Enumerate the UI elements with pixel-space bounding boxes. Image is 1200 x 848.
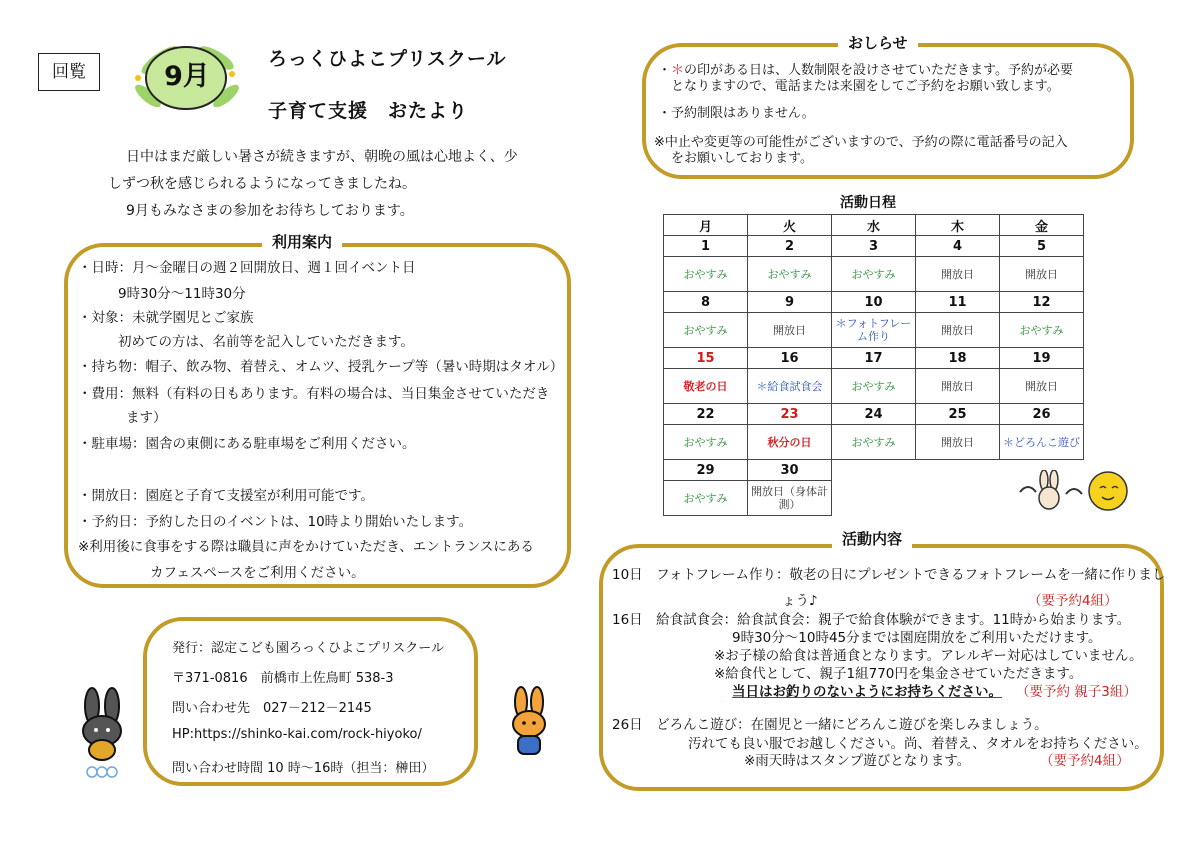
activity-lunch-tasting-line: ※給食代として、親子1組770円を集金させていただきます。 (714, 666, 1083, 682)
event-cell: 開放日 (916, 313, 1000, 348)
date-cell: 3 (832, 236, 916, 257)
event-cell: 開放日 (916, 369, 1000, 404)
schedule-title: 活動日程 (840, 195, 896, 211)
date-cell: 8 (664, 292, 748, 313)
activity-mud-play: 26日 どろんこ遊び：在園児と一緒にどろんこ遊びを楽しみましょう。 (612, 717, 1048, 733)
activity-lunch-tasting: 16日 給食試食会：給食試食会：親子で給食体験ができます。11時から始まります。 (612, 612, 1131, 628)
event-cell-measurement: 開放日（身体計 測） (748, 481, 832, 516)
date-cell: 26 (1000, 404, 1084, 425)
weekday-header: 金 (1000, 215, 1084, 236)
activity-mud-play-reservation: （要予約4組） (1040, 753, 1130, 769)
notice-line-3: ※中止や変更等の可能性がございますので、予約の際に電話番号の記入 (654, 135, 1068, 150)
guide-line: ます） (126, 410, 167, 426)
guide-line: ・対象：未就学園児とご家族 (78, 310, 254, 326)
date-cell: 19 (1000, 348, 1084, 369)
event-cell: 開放日 (1000, 369, 1084, 404)
date-cell: 29 (664, 460, 748, 481)
school-name: ろっくひよこプリスクール (268, 48, 507, 70)
notice-line-1 (658, 63, 1073, 79)
date-cell: 1 (664, 236, 748, 257)
event-cell: おやすみ (664, 425, 748, 460)
guide-line: カフェスペースをご利用ください。 (150, 565, 365, 581)
intro-line-3: 9月もみなさまの参加をお待ちしております。 (126, 203, 414, 219)
guide-line: ・予約日：予約した日のイベントは、10時より開始いたします。 (78, 514, 473, 530)
guide-line: ・持ち物：帽子、飲み物、着替え、オムツ、授乳ケープ等（暑い時期はタオル） (78, 359, 564, 375)
publisher-phone: 問い合わせ先 027－212－2145 (172, 701, 372, 716)
activity-photo-frame-reservation: （要予約4組） (1028, 593, 1118, 609)
publisher-address: 〒371-0816 前橋市上佐鳥町 538-3 (172, 671, 394, 686)
date-cell: 11 (916, 292, 1000, 313)
gray-bunny-icon (70, 686, 136, 782)
month-badge-text: 9月 (164, 61, 210, 92)
activity-mud-play-line: 汚れても良い服でお越しください。尚、着替え、タオルをお持ちください。 (688, 736, 1148, 752)
activity-lunch-tasting-line: ※お子様の給食は普通食となります。アレルギー対応はしていません。 (714, 648, 1143, 664)
guide-title: 利用案内 (262, 232, 342, 252)
notice-line-2: ・予約制限はありません。 (658, 106, 815, 121)
activity-mud-play-line: ※雨天時はスタンプ遊びとなります。 (744, 753, 971, 769)
circulation-stamp: 回覧 (38, 53, 100, 91)
event-cell: おやすみ (664, 257, 748, 292)
event-cell: 開放日 (1000, 257, 1084, 292)
event-cell-holiday: 秋分の日 (748, 425, 832, 460)
event-cell-lunch-tasting: ＊給食試食会 (748, 369, 832, 404)
date-cell-holiday: 15 (664, 348, 748, 369)
notice-line-1-cont: となりますので、電話または来園をしてご予約をお願い致します。 (671, 79, 1060, 94)
bunny-moon-icon (1016, 470, 1134, 512)
guide-line: ・開放日：園庭と子育て支援室が利用可能です。 (78, 488, 374, 504)
guide-line: ・費用：無料（有料の日もあります。有料の場合は、当日集金させていただき (78, 386, 550, 402)
activity-lunch-tasting-line: 9時30分～10時45分までは園庭開放をご利用いただけます。 (732, 630, 1102, 646)
publisher-hours: 問い合わせ時間 10 時～16時（担当：榊田） (172, 761, 435, 776)
date-cell: 12 (1000, 292, 1084, 313)
weekday-header: 月 (664, 215, 748, 236)
notice-line-1-text: の印がある日は、人数制限を設けさせていただきます。予約が必要 (684, 63, 1073, 78)
date-cell: 16 (748, 348, 832, 369)
guide-line: ・日時：月～金曜日の週２回開放日、週１回イベント日 (78, 260, 416, 276)
date-cell: 17 (832, 348, 916, 369)
activity-lunch-tasting-note: 当日はお釣りのないようにお持ちください。 (732, 684, 1002, 700)
event-cell: おやすみ (832, 369, 916, 404)
date-cell: 2 (748, 236, 832, 257)
weekday-header: 木 (916, 215, 1000, 236)
notice-title: おしらせ (838, 33, 918, 53)
weekday-header: 火 (748, 215, 832, 236)
date-cell: 10 (832, 292, 916, 313)
guide-line: ※利用後に食事をする際は職員に声をかけていただき、エントランスにある (78, 539, 534, 555)
date-cell: 22 (664, 404, 748, 425)
date-cell: 30 (748, 460, 832, 481)
event-cell: おやすみ (1000, 313, 1084, 348)
guide-line: 初めての方は、名前等を記入していただきます。 (118, 334, 414, 350)
event-cell-photo-frame: ＊フォトフレー ム作り (832, 313, 916, 348)
guide-line: ・駐車場：園舎の東側にある駐車場をご利用ください。 (78, 436, 416, 452)
event-cell-mud-play: ＊どろんこ遊び (1000, 425, 1084, 460)
event-cell: おやすみ (832, 425, 916, 460)
event-cell: おやすみ (748, 257, 832, 292)
date-cell: 25 (916, 404, 1000, 425)
event-cell-holiday: 敬老の日 (664, 369, 748, 404)
date-cell: 18 (916, 348, 1000, 369)
guide-line: 9時30分～11時30分 (118, 286, 246, 302)
intro-line-1: 日中はまだ厳しい暑さが続きますが、朝晩の風は心地よく、少 (126, 149, 518, 165)
notice-bullet: ・ (658, 63, 672, 78)
date-cell: 4 (916, 236, 1000, 257)
event-cell: おやすみ (664, 481, 748, 516)
activity-photo-frame: 10日 フォトフレーム作り：敬老の日にプレゼントできるフォトフレームを一緒に作りまし (612, 567, 1166, 583)
month-badge (130, 38, 242, 118)
reservation-star-icon: ＊ (671, 63, 685, 78)
notice-line-3-cont: をお願いしております。 (671, 151, 813, 166)
date-cell: 5 (1000, 236, 1084, 257)
weekday-header: 水 (832, 215, 916, 236)
intro-line-2: しずつ秋を感じられるようになってきましたね。 (108, 176, 416, 192)
event-cell: おやすみ (832, 257, 916, 292)
event-cell: 開放日 (916, 257, 1000, 292)
activities-title: 活動内容 (832, 529, 912, 549)
activity-lunch-tasting-reservation: （要予約 親子3組） (1016, 684, 1137, 700)
activity-photo-frame-cont: ょう♪ (782, 593, 818, 609)
event-cell: 開放日 (748, 313, 832, 348)
newsletter-title: 子育て支援 おたより (268, 100, 469, 122)
publisher-homepage-link[interactable]: HP:https://shinko-kai.com/rock-hiyoko/ (172, 727, 422, 742)
date-cell-holiday: 23 (748, 404, 832, 425)
orange-bunny-icon (504, 686, 554, 758)
date-cell: 24 (832, 404, 916, 425)
event-cell: おやすみ (664, 313, 748, 348)
event-cell: 開放日 (916, 425, 1000, 460)
publisher-line: 発行：認定こども園ろっくひよこプリスクール (172, 641, 444, 656)
date-cell: 9 (748, 292, 832, 313)
